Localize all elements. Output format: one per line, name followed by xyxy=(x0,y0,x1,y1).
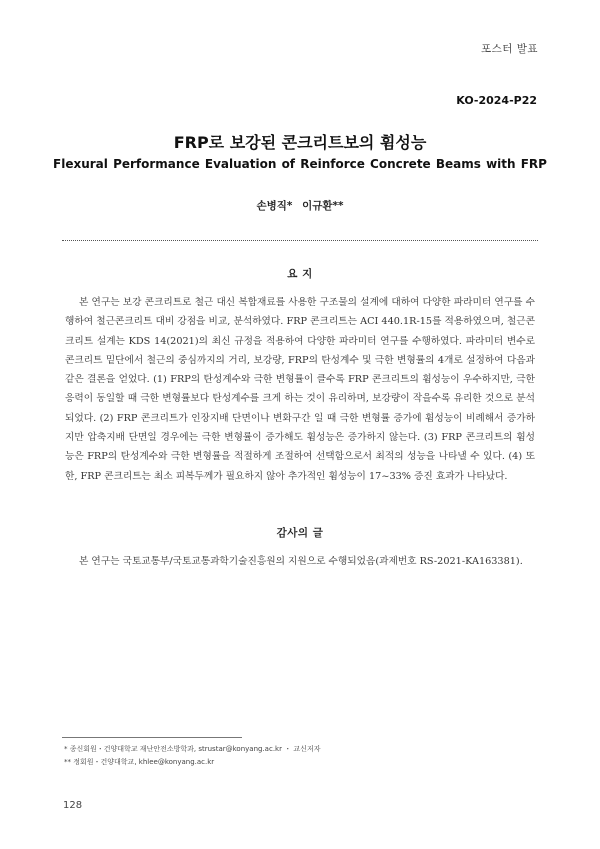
acknowledgement-body: 본 연구는 국토교통부/국토교통과학기술진흥원의 지원으로 수행되었음(과제번호 RS-2021-KA163381). xyxy=(79,556,523,567)
footnote-coauthor: ** 정회원・건양대학교, khlee@konyang.ac.kr xyxy=(64,758,215,766)
dotted-divider xyxy=(62,240,538,241)
abstract-body: 본 연구는 보강 콘크리트로 철근 대신 복합재료를 사용한 구조물의 설계에 대하여 다양한 파라미터 연구를 수행하여 철근콘크리트 대비 강점을 비교, 분석하였다. FRP 콘크리트는 ACI 440.1R-15를 적용하였으며, 철근콘크리트 설계는 KDS 14(2021)의 최신 규정을 적용하여 다양한 파라미터 연구를 수행하였다. 파라미터 변수로 콘크리트 밑단에서 철근의 중심까지의 거리, 보강량, FRP의 탄성계수 및 극한 변형률의 4개로 설정하여 다음과 같은 결론을 얻었다. (1) FRP의 탄성계수와 극한 변형률이 클수록 FRP 콘크리트의 휨성능이 우수하지만, 극한 응력이 동일할 때 극한 변형률보다 탄성계수를 크게 하는 것이 유리하며, 보강량이 작을수록 유리한 것으로 분석되었다. (2) FRP 콘크리트가 인장지배 단면이나 변화구간 일 때 극한 변형률 증가에 휨성능이 비례해서 증가하지만 압축지배 단면일 경우에는 극한 변형률이 증가해도 휨성능은 증가하지 않는다. (3) FRP 콘크리트의 휨성능은 FRP의 탄성계수와 극한 변형률을 적절하게 조절하여 선택함으로서 최적의 성능을 나타낼 수 있다. (4) 또한, FRP 콘크리트는 최소 피복두께가 필요하지 않아 추가적인 휨성능이 17~33% 증진 효과가 나타났다. xyxy=(65,297,535,482)
paper-title-english: Flexural Performance Evaluation of Reinforce Concrete Beams with FRP xyxy=(53,157,547,171)
paper-title-korean: FRP로 보강된 콘크리트보의 휨성능 xyxy=(173,133,427,152)
abstract-heading: 요 지 xyxy=(287,268,313,280)
acknowledgement-heading: 감사의 글 xyxy=(276,527,324,539)
footnote-corresponding-author: * 종신회원・건양대학교 재난안전소방학과, strustar@konyang.ac.kr ・ 교신저자 xyxy=(64,745,321,753)
paper-code: KO-2024-P22 xyxy=(456,94,537,107)
page-number: 128 xyxy=(63,800,83,811)
authors: 손병직* 이규환** xyxy=(256,200,344,212)
section-label: 포스터 발표 xyxy=(480,43,538,55)
footnote-divider xyxy=(62,737,242,738)
